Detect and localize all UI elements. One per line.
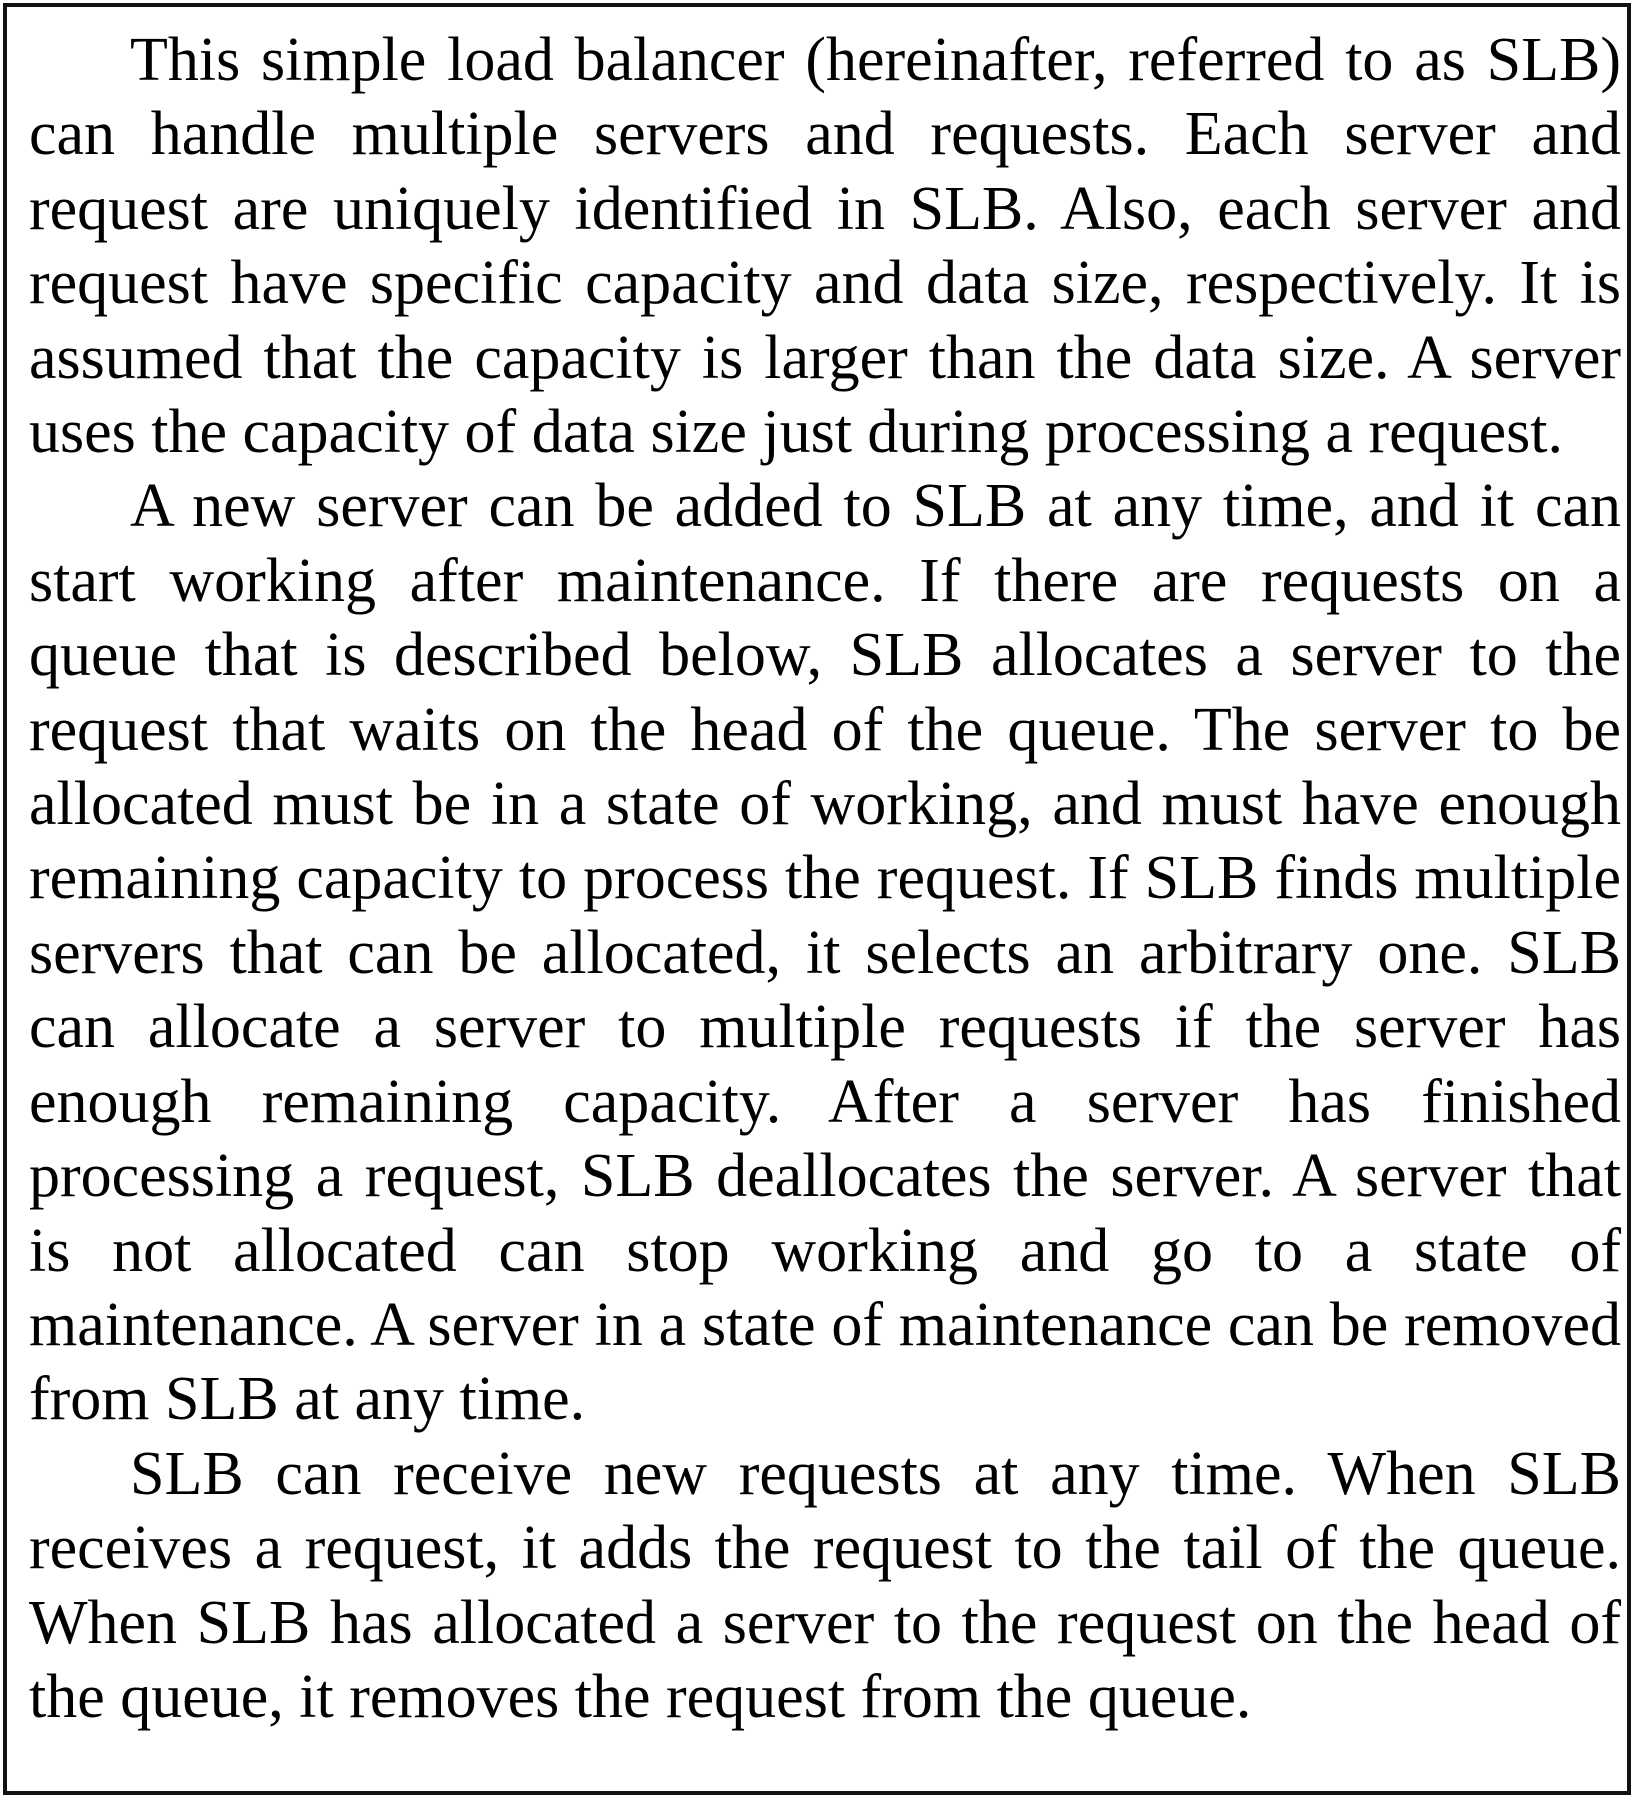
paragraph-request-queue: SLB can receive new requests at any time. When SLB receives a request, it adds the request to the tail of the queue. When SLB has allocated a server to the request on the head of the queue, it removes the request from the queue.: [29, 1439, 1621, 1731]
text-box-frame: [3, 3, 1631, 1795]
document-body: [29, 23, 1621, 1734]
paragraph-server-allocation: A new server can be added to SLB at any time, and it can start working after maintenance. If there are requests on a queue that is described below, SLB allocates a server to the request that waits on the head of the queue. The server to be allocated must be in a state of working, and must have enough remaining capacity to process the request. If SLB finds multiple servers that can be allocated, it selects an arbitrary one. SLB can allocate a server to multiple requests if the server has enough remaining capacity. After a server has finished processing a request, SLB deallocates the server. A server that is not allocated can stop working and go to a state of maintenance. A server in a state of maintenance can be removed from SLB at any time.: [29, 472, 1621, 1434]
paragraph-slb-overview: This simple load balancer (hereinafter, referred to as SLB) can handle multiple servers and requests. Each server and request are uniquely identified in SLB. Also, each server and request have specific capacity and data size, respectively. It is assumed that the capacity is larger than the data size. A server uses the capacity of data size just during processing a request.: [29, 26, 1621, 467]
